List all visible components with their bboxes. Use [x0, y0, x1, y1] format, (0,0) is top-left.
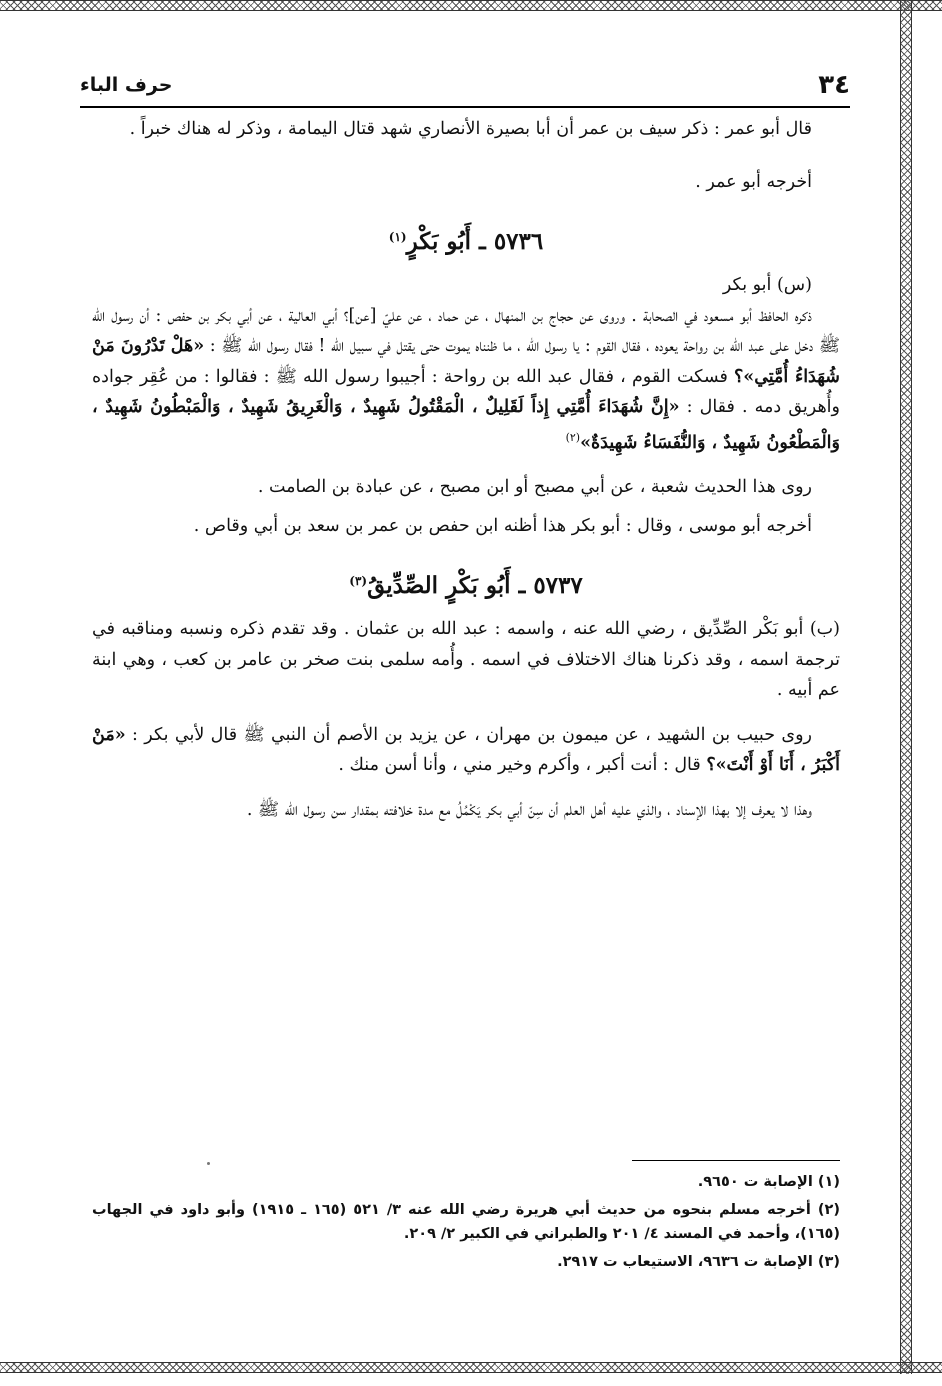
- bottom-ornamental-border: [0, 1362, 942, 1373]
- top-ornamental-border: [0, 0, 942, 11]
- entry-5737-note: وهذا لا يعرف إلا بهذا الإسناد ، والذي عليه أهل العلم أن سِنّ أبي بكر يَكْمُلُ مع مدة خلافته بمقدار سن رسول الله ﷺ .: [246, 799, 812, 820]
- hadith-quote-2: «إِنَّ شُهَدَاءَ أُمَّتِي إِذاً لَقَلِيلٌ ، الْمَقْتُولُ شَهِيدٌ ، وَالْغَرِيقُ شَهِيدٌ ، وَالْمَبْطُونُ شَهِيدٌ ، وَالْمَطْعُونُ شَهِيدٌ ، وَالنُّفَسَاءُ شَهِيدَةٌ»: [92, 397, 840, 453]
- entry-title-5737: [92, 563, 840, 604]
- footnote-ref-3: (٣): [349, 574, 368, 588]
- footnote-3: (٣) الإصابة ت ٩٦٣٦، الاستيعاب ت ٢٩١٧.: [557, 1254, 840, 1270]
- entry-title-5736: [92, 219, 840, 260]
- entry-title-5737-text: ٥٧٣٧ ـ أَبُو بَكْرٍ الصِّدِّيقُ: [367, 572, 583, 599]
- entry-5737-narration-a: روى حبيب بن الشهيد ، عن ميمون بن مهران ، عن يزيد بن الأصم أن النبي ﷺ قال لأبي بكر :: [132, 724, 812, 745]
- footnote-separator: [632, 1160, 840, 1161]
- footnote-ref-1: (١): [388, 230, 407, 244]
- entry-5736-chain: روى هذا الحديث شعبة ، عن أبي مصبح أو ابن مصبح ، عن عبادة بن الصامت .: [257, 477, 812, 497]
- entry-5737-intro: (ب) أبو بَكْر الصِّدِّيق ، رضي الله عنه ، واسمه : عبد الله بن عثمان . وقد تقدم ذكره ونسبه ومناقبه في ترجمة اسمه ، وقد ذكرنا هناك الاختلاف في اسمه . وأُمه سلمى بنت صخر بن عامر بن كعب ، وهي ابنة عم أبيه .: [92, 619, 840, 700]
- hadith-quote-3: «مَنْ أَكْبَرُ ، أَنَا أَوْ أَنْتَ»؟: [92, 724, 840, 775]
- page-number: ٣٤: [818, 70, 850, 100]
- entry-5736-source: (س) أبو بكر: [722, 275, 812, 295]
- entry-5736-narration: [92, 301, 840, 459]
- narration-text-a: ذكره الحافظ أبو مسعود في الصحابة . وروى عن حجاج بن المنهال ، عن حماد ، عن عليّ [عن]؟ أبي العالية ، عن أبي بكر بن حفص : أن رسول الله ﷺ دخل على عبد الله بن رواحة يعوده ، فقال القوم : يا رسول الله ، ما ظنناه يموت حتى يقتل في سبيل الله ! فقال رسول الله ﷺ :: [92, 305, 841, 356]
- page-body: [92, 114, 840, 825]
- entry-5736-takhrij: أخرجه أبو موسى ، وقال : أبو بكر هذا أظنه ابن حفص بن عمر بن سعد بن أبي وقاص .: [193, 515, 812, 536]
- entry-5737-narration: [92, 720, 840, 781]
- footnote-2: (٢) أخرجه مسلم بنحوه من حديث أبي هريرة رضي الله عنه ٣/ ٥٢١ (١٦٥ ـ ١٩١٥) وأبو داود في الجهاب (١٦٥)، وأحمد في المسند ٤/ ٢٠١ والطبراني في الكبير ٢/ ٢٠٩.: [92, 1202, 840, 1242]
- footnotes: [92, 1170, 840, 1278]
- section-title: حرف الباء: [80, 74, 173, 96]
- hadith-quote-1: «هَلْ تَدْرُونَ مَنْ شُهَدَاءُ أُمَّتِي»؟: [92, 336, 840, 387]
- entry-5737-narration-b: قال : أنت أكبر ، وأكرم وخير مني ، وأنا أسن منك .: [338, 755, 701, 775]
- entry-title-5736-text: ٥٧٣٦ ـ أَبُو بَكْرٍ: [406, 228, 544, 255]
- scan-speck: [207, 1162, 210, 1165]
- paragraph-takhrij-abu-umar: أخرجه أبو عمر .: [695, 171, 812, 192]
- footnote-ref-2: (٢): [565, 430, 581, 444]
- narration-text-b: فسكت القوم ، فقال عبد الله بن رواحة : أجيبوا رسول الله ﷺ : فقالوا : من عُقِر جواده وأُهريق دمه . فقال :: [92, 366, 840, 417]
- page-header: [80, 68, 850, 108]
- footnote-1: (١) الإصابة ت ٩٦٥٠.: [697, 1174, 840, 1190]
- right-ornamental-border: [900, 0, 912, 1374]
- paragraph-abu-basira: قال أبو عمر : ذكر سيف بن عمر أن أبا بصيرة الأنصاري شهد قتال اليمامة ، وذكر له هناك خبراً .: [129, 119, 812, 139]
